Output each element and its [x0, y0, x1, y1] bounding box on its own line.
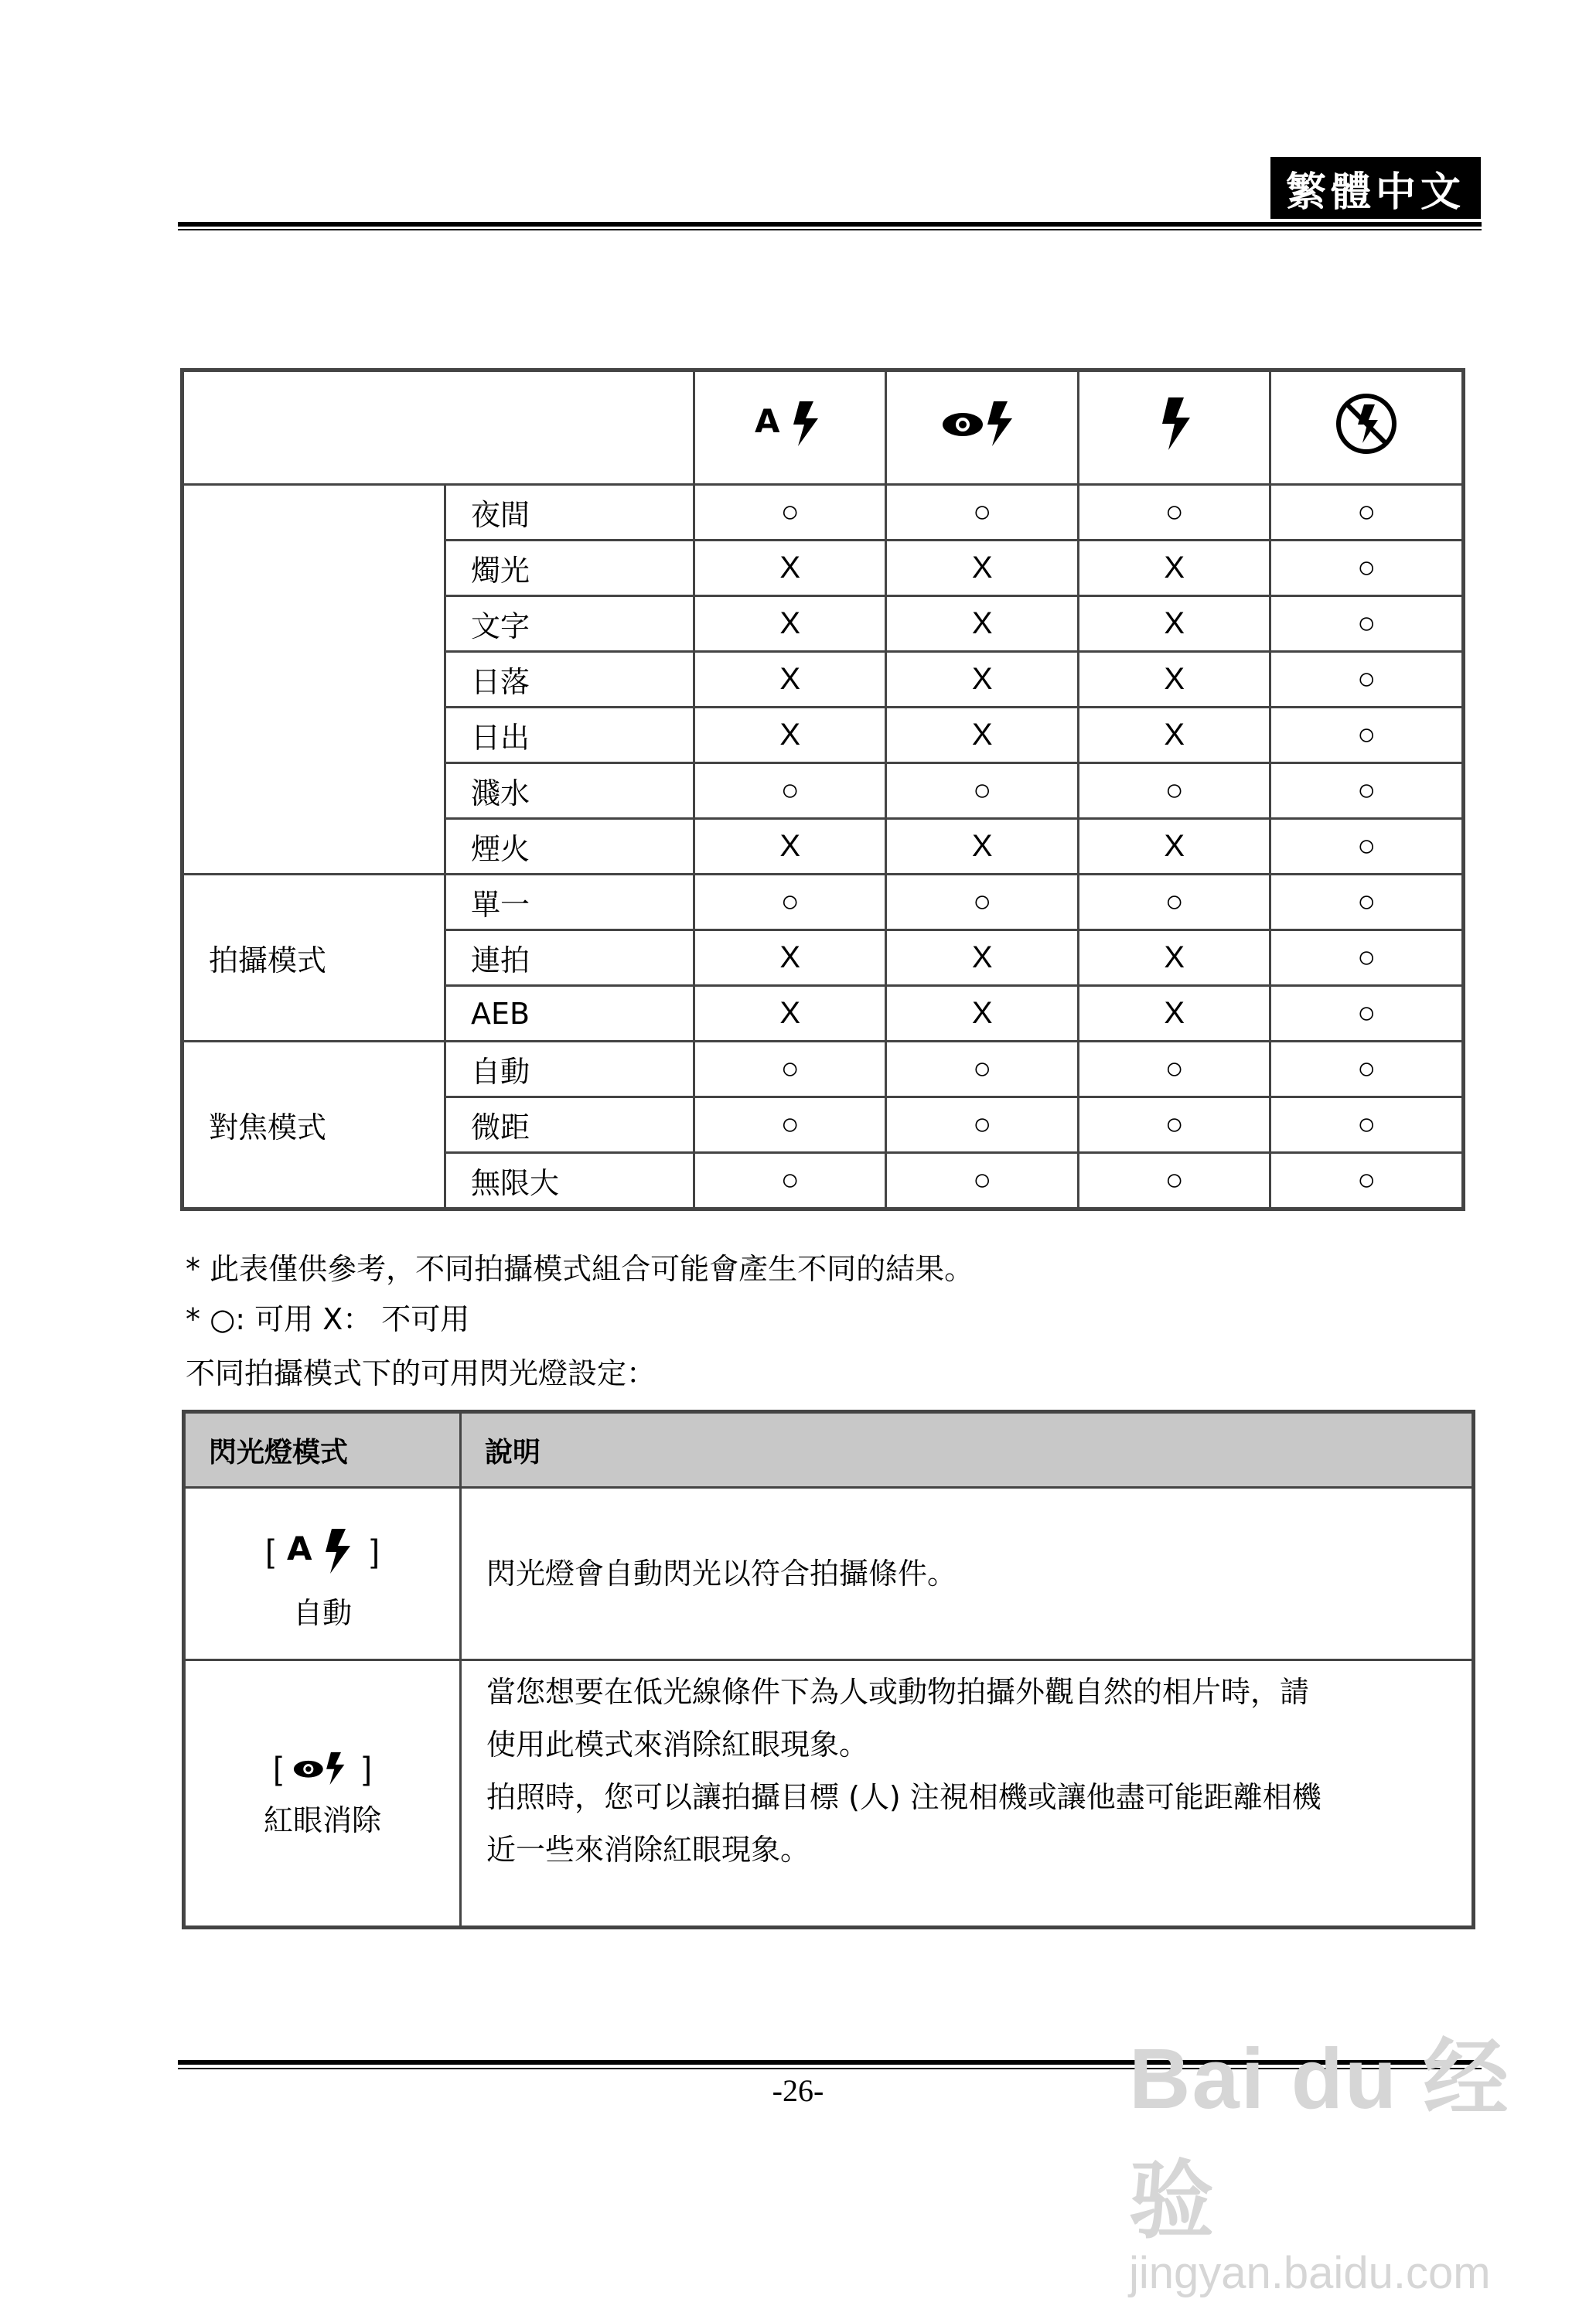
availability-mark: X [886, 708, 1078, 763]
mode-label: 文字 [445, 596, 694, 652]
table-row [182, 875, 1464, 930]
flash-mode-auto-cell [184, 1488, 461, 1660]
availability-mark: ○ [1078, 1097, 1270, 1153]
availability-mark: ○ [1270, 1042, 1464, 1097]
desc-line: 閃光燈會自動閃光以符合拍攝條件。 [486, 1557, 957, 1591]
availability-mark: X [1078, 708, 1270, 763]
availability-mark: ○ [1270, 652, 1464, 708]
availability-mark: ○ [886, 875, 1078, 930]
page-number: -26- [772, 2073, 824, 2108]
availability-mark: X [694, 596, 885, 652]
availability-mark: X [886, 652, 1078, 708]
availability-mark: ○ [694, 763, 885, 819]
desc-line: 近一些來消除紅眼現象。 [486, 1833, 810, 1867]
availability-mark: ○ [694, 875, 885, 930]
svg-text:A: A [287, 1529, 312, 1567]
desc-line: 使用此模式來消除紅眼現象。 [486, 1728, 869, 1762]
group-label [182, 485, 445, 875]
watermark-url: jingyan.baidu.com [1129, 2248, 1491, 2298]
auto-flash-icon [284, 1524, 361, 1578]
header-empty-cell [182, 370, 694, 485]
availability-mark: ○ [886, 1042, 1078, 1097]
mode-label: 日落 [445, 652, 694, 708]
mode-label: 無限大 [445, 1153, 694, 1209]
availability-mark: ○ [1078, 763, 1270, 819]
availability-mark: ○ [1270, 485, 1464, 541]
header-flash-mode: 閃光燈模式 [184, 1412, 461, 1488]
flash-row-red-eye [184, 1660, 1474, 1928]
availability-mark: X [886, 819, 1078, 875]
section-heading: 不同拍攝模式下的可用閃光燈設定： [186, 1356, 656, 1390]
header-description: 說明 [461, 1412, 1474, 1488]
flash-table-header [184, 1412, 1474, 1488]
language-tab: 繁體中文 [1270, 157, 1481, 219]
desc-line: 拍照時，您可以讓拍攝目標 (人) 注視相機或讓他盡可能距離相機 [486, 1780, 1321, 1814]
mode-label: 濺水 [445, 763, 694, 819]
availability-mark: ○ [886, 1097, 1078, 1153]
mode-label: AEB [445, 986, 694, 1042]
availability-mark: X [1078, 819, 1270, 875]
availability-mark: ○ [1270, 1097, 1464, 1153]
availability-mark: X [1078, 596, 1270, 652]
bracket-open: [ [265, 1532, 275, 1569]
red-eye-flash-icon [292, 1748, 353, 1789]
table-row [182, 1042, 1464, 1097]
availability-mark: X [1078, 652, 1270, 708]
bracket-close: ] [363, 1749, 372, 1786]
flash-desc-auto [461, 1488, 1474, 1660]
flash-desc-red-eye [461, 1660, 1474, 1928]
header-rule [178, 222, 1482, 227]
availability-mark: ○ [1270, 596, 1464, 652]
header-rule-thin [178, 229, 1482, 230]
availability-mark: ○ [1270, 930, 1464, 986]
availability-mark: ○ [1270, 763, 1464, 819]
availability-mark: ○ [1270, 1153, 1464, 1209]
flash-off-icon [1332, 389, 1401, 459]
mode-label: 單一 [445, 875, 694, 930]
mode-label: 自動 [445, 1042, 694, 1097]
flash-mode-red-eye-cell [184, 1660, 461, 1928]
header-forced-flash [1078, 370, 1270, 485]
availability-mark: ○ [694, 1153, 885, 1209]
availability-mark: ○ [1270, 986, 1464, 1042]
availability-mark: ○ [886, 763, 1078, 819]
group-label: 對焦模式 [182, 1042, 445, 1209]
mode-label: 微距 [445, 1097, 694, 1153]
watermark-brand: Bai du 经验 [1129, 2031, 1510, 2249]
mode-label: 連拍 [445, 930, 694, 986]
bracket-open: [ [273, 1749, 282, 1786]
availability-mark: X [694, 986, 885, 1042]
availability-mark: ○ [1270, 708, 1464, 763]
header-auto-flash [694, 370, 885, 485]
availability-mark: X [886, 541, 1078, 596]
flash-row-auto [184, 1488, 1474, 1660]
flash-mode-table [182, 1410, 1475, 1929]
availability-mark: ○ [694, 485, 885, 541]
availability-mark: X [886, 596, 1078, 652]
group-label: 拍攝模式 [182, 875, 445, 1042]
compatibility-rows [182, 485, 1464, 1209]
availability-mark: X [694, 652, 885, 708]
availability-mark: X [694, 930, 885, 986]
availability-mark: X [694, 541, 885, 596]
note-legend: * ○: 可用 X： 不可用 [186, 1302, 470, 1336]
availability-mark: ○ [1270, 875, 1464, 930]
availability-mark: X [694, 708, 885, 763]
availability-mark: ○ [886, 1153, 1078, 1209]
flash-mode-name: 自動 [292, 1595, 352, 1630]
bracket-close: ] [370, 1532, 380, 1569]
availability-mark: X [1078, 986, 1270, 1042]
mode-label: 燭光 [445, 541, 694, 596]
availability-mark: ○ [1078, 1042, 1270, 1097]
table-header-row [182, 370, 1464, 485]
flash-compatibility-table [180, 368, 1465, 1211]
availability-mark: ○ [1270, 541, 1464, 596]
availability-mark: ○ [694, 1042, 885, 1097]
availability-mark: ○ [1078, 1153, 1270, 1209]
header-red-eye-flash [886, 370, 1078, 485]
availability-mark: X [886, 930, 1078, 986]
availability-mark: X [694, 819, 885, 875]
availability-mark: X [886, 986, 1078, 1042]
desc-line: 當您想要在低光線條件下為人或動物拍攝外觀自然的相片時，請 [486, 1675, 1310, 1709]
svg-text:A: A [754, 402, 780, 440]
availability-mark: ○ [694, 1097, 885, 1153]
flash-mode-name: 紅眼消除 [263, 1803, 381, 1837]
watermark [1129, 2011, 1596, 2299]
availability-mark: ○ [1078, 485, 1270, 541]
forced-flash-icon [1151, 393, 1198, 455]
auto-flash-icon [752, 397, 829, 451]
header-flash-off [1270, 370, 1464, 485]
availability-mark: ○ [886, 485, 1078, 541]
mode-label: 日出 [445, 708, 694, 763]
availability-mark: X [1078, 541, 1270, 596]
red-eye-flash-icon [940, 397, 1025, 451]
availability-mark: ○ [1078, 875, 1270, 930]
availability-mark: X [1078, 930, 1270, 986]
availability-mark: ○ [1270, 819, 1464, 875]
mode-label: 夜間 [445, 485, 694, 541]
table-row [182, 485, 1464, 541]
mode-label: 煙火 [445, 819, 694, 875]
note-disclaimer: * 此表僅供參考，不同拍攝模式組合可能會產生不同的結果。 [186, 1252, 974, 1286]
